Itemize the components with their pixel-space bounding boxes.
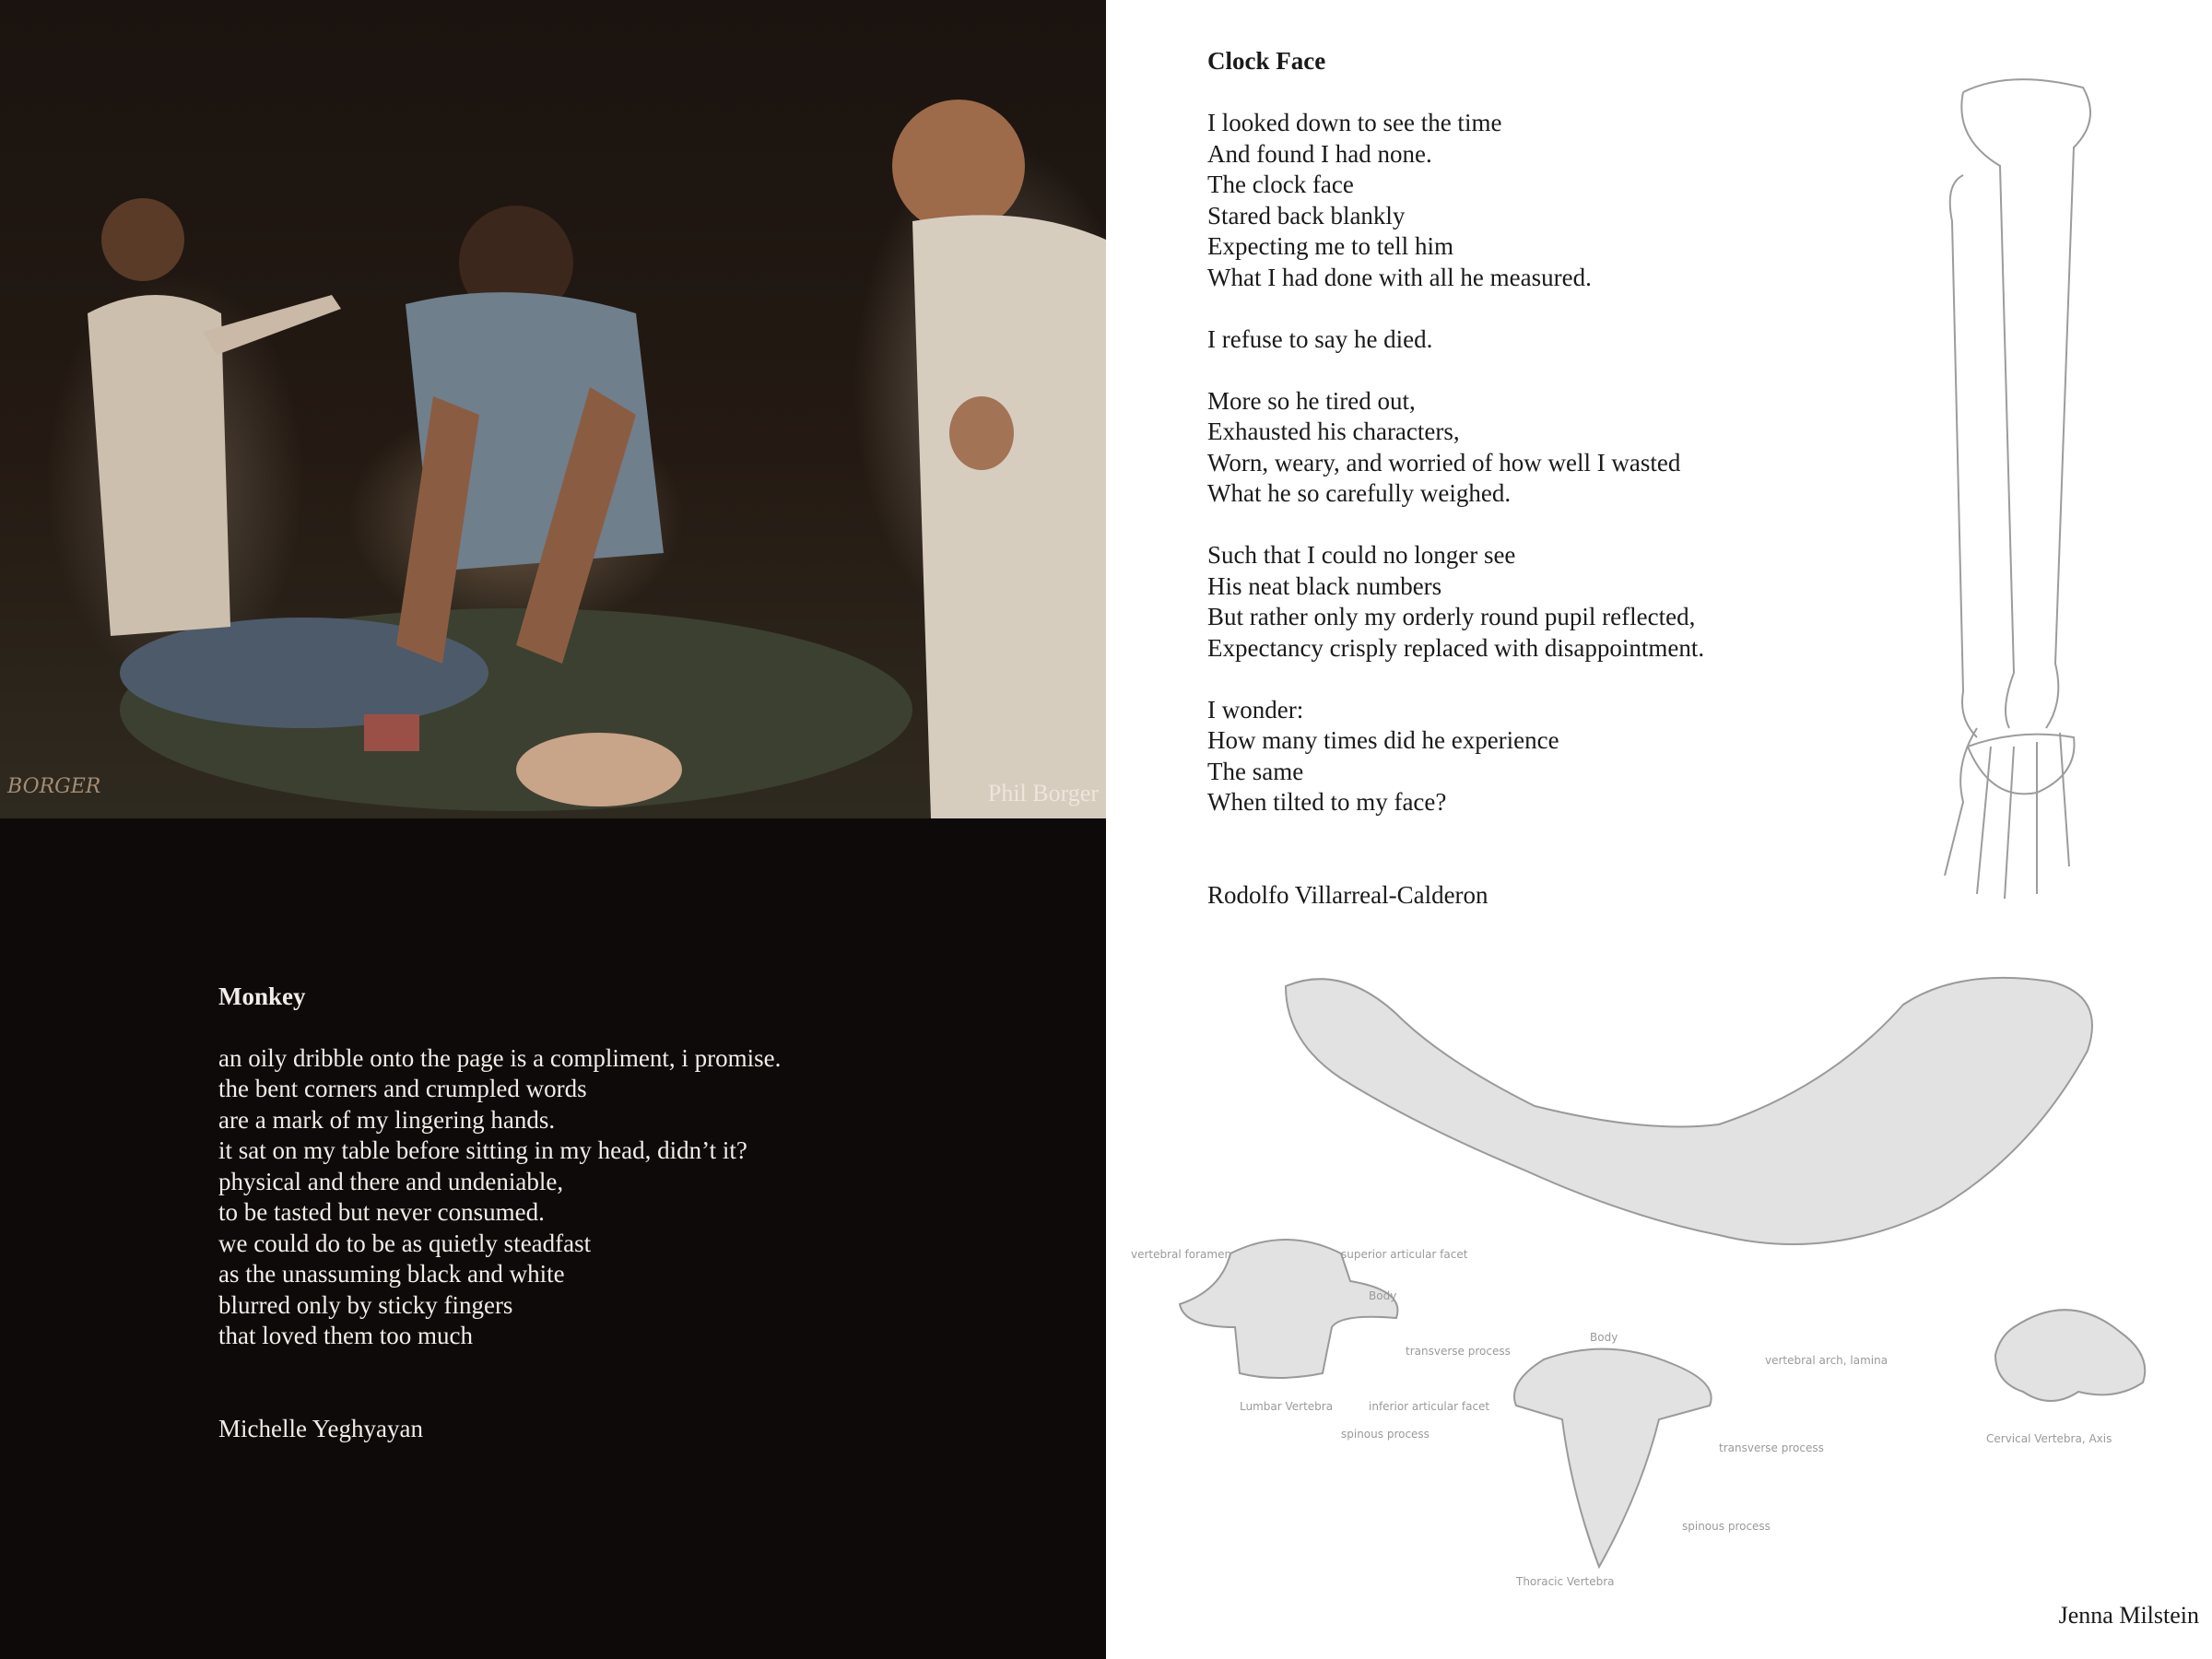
flag-patch [364, 714, 419, 751]
label-superior-facet: superior articular facet [1341, 1248, 1468, 1261]
drawing-artist-credit: Jenna Milstein [2058, 1602, 2199, 1629]
label-thoracic-vertebra: Thoracic Vertebra [1516, 1575, 1615, 1588]
doctor-head [892, 100, 1025, 232]
poem-line: that loved them too much [218, 1322, 473, 1349]
poem-author: Michelle Yeghyayan [218, 1414, 423, 1442]
poem-line: The same [1207, 757, 1304, 785]
poem-line: Exhausted his characters, [1207, 418, 1460, 445]
poem-body [218, 1043, 1048, 1352]
label-spinous-thoracic: spinous process [1682, 1520, 1771, 1533]
poem-line: it sat on my table before sitting in my head, didn’t it? [218, 1136, 747, 1164]
poem-line: And found I had none. [1207, 139, 1432, 168]
thoracic-vertebra-sketch [1514, 1349, 1712, 1567]
woman-arm [203, 295, 341, 355]
poem-stanza [1207, 386, 1945, 510]
painting-cpr-scene [0, 0, 1106, 818]
woman-coat [88, 295, 230, 636]
tibia-inner [1961, 92, 2014, 728]
poem-line: But rather only my orderly round pupil reflected, [1207, 603, 1696, 630]
label-vertebral-foramen: vertebral foramen [1131, 1248, 1232, 1261]
poem-line: His neat black numbers [1207, 571, 1442, 600]
painting-signature: BORGER [7, 775, 101, 798]
poem-line: Stared back blankly [1207, 201, 1406, 229]
label-inferior-facet: inferior articular facet [1369, 1400, 1490, 1413]
poem-author: Rodolfo Villarreal-Calderon [1207, 880, 1488, 909]
tarsal-bones [1968, 735, 2075, 794]
poem-stanza [1207, 108, 1945, 293]
poem-line: physical and there and undeniable, [218, 1167, 564, 1195]
label-cervical-vertebra: Cervical Vertebra, Axis [1986, 1432, 2112, 1445]
poem-line: The clock face [1207, 171, 1354, 198]
poem-line: Expectancy crisply replaced with disappointment. [1207, 633, 1705, 662]
label-lumbar-vertebra: Lumbar Vertebra [1240, 1400, 1334, 1413]
anatomy-sketches [1129, 940, 2198, 1613]
poem-line: we could do to be as quietly steadfast [218, 1229, 592, 1257]
poem-line: What I had done with all he measured. [1207, 263, 1592, 291]
doctor-coat [912, 215, 1106, 818]
poem-line: an oily dribble onto the page is a compliment, i promise. [218, 1043, 782, 1072]
painting-figures [0, 0, 1106, 818]
poem-monkey [218, 982, 1048, 1444]
poem-line: More so he tired out, [1207, 386, 1416, 415]
cervical-vertebra-sketch [1995, 1310, 2145, 1401]
doctor-hands [949, 396, 1014, 470]
arm-muscle-sketch [1286, 978, 2092, 1244]
label-transverse-lumbar: transverse process [1406, 1345, 1511, 1358]
poem-line: Worn, weary, and worried of how well I wasted [1207, 448, 1681, 477]
poem-line: How many times did he experience [1207, 726, 1559, 754]
label-spinous-lumbar: spinous process [1341, 1428, 1430, 1441]
patient-hand [516, 733, 682, 806]
tibia-outline [1963, 79, 2090, 728]
fibula-outline [1950, 175, 1977, 737]
label-transverse-thoracic: transverse process [1719, 1441, 1824, 1454]
foot-bones [1945, 728, 2069, 899]
poem-line: Such that I could no longer see [1207, 541, 1516, 569]
poem-line: as the unassuming black and white [218, 1260, 565, 1288]
poem-stanza [1207, 540, 1945, 664]
poem-title: Clock Face [1207, 47, 1326, 75]
woman-head [101, 198, 184, 281]
poem-line: Expecting me to tell him [1207, 232, 1453, 260]
label-vertebral-arch: vertebral arch, lamina [1765, 1354, 1888, 1367]
poem-line: blurred only by sticky fingers [218, 1290, 513, 1319]
poem-line: the bent corners and crumpled words [218, 1075, 587, 1102]
leg-bone-sketch [1926, 65, 2111, 912]
label-body-lumbar: Body [1369, 1289, 1397, 1302]
poem-line: When tilted to my face? [1207, 788, 1447, 816]
poem-line: to be tasted but never consumed. [218, 1198, 545, 1226]
poem-stanza [1207, 324, 1945, 356]
poem-title: Monkey [218, 982, 306, 1010]
poem-line: I wonder: [1207, 695, 1304, 724]
label-body-thoracic: Body [1590, 1331, 1618, 1344]
poem-line: are a mark of my lingering hands. [218, 1105, 556, 1134]
painting-artist-credit: Phil Borger [987, 780, 1099, 806]
poem-clock-face [1207, 46, 1945, 911]
poem-line: I looked down to see the time [1207, 109, 1502, 136]
poem-line: What he so carefully weighed. [1207, 479, 1512, 507]
poem-stanza [1207, 695, 1945, 818]
poem-line: I refuse to say he died. [1207, 324, 1433, 353]
